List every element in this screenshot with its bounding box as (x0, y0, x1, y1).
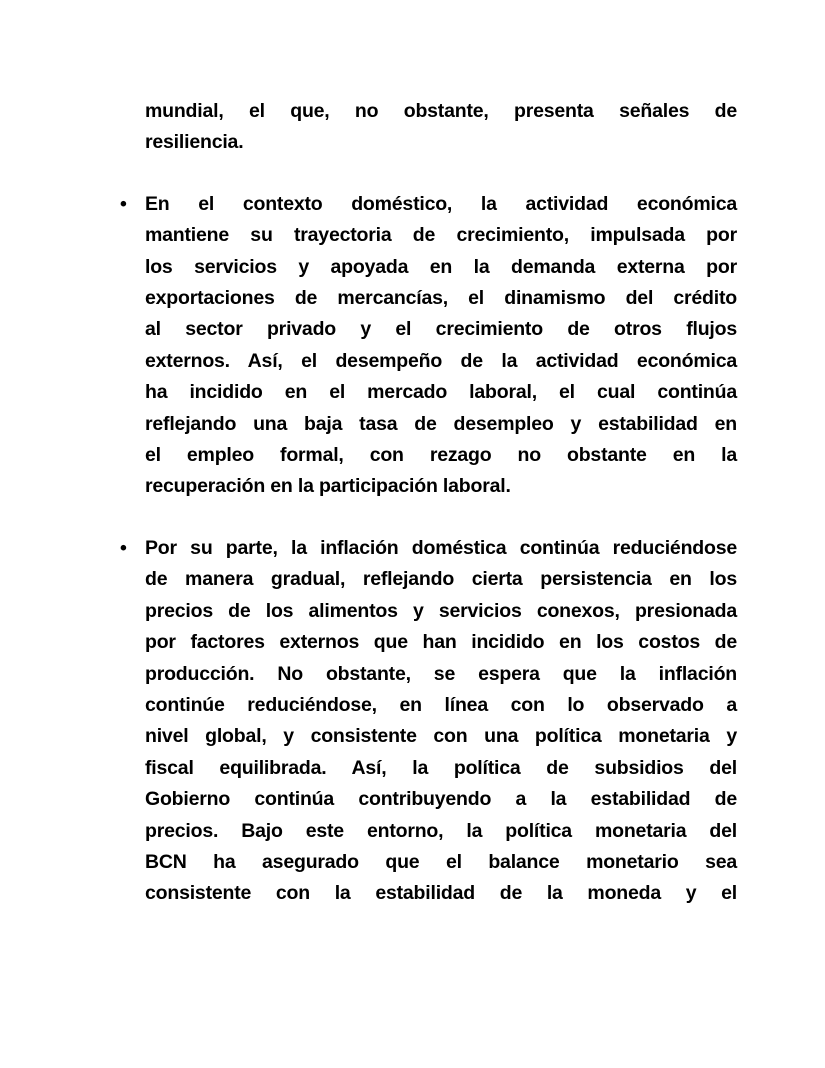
text-line: reflejando una baja tasa de desempleo y estabilidad en (145, 412, 737, 435)
paragraph-continuation (145, 96, 737, 159)
text-line: mundial, el que, no obstante, presenta señales de (145, 100, 737, 122)
page-content (120, 96, 737, 910)
text-line: recuperación en la participación laboral. (145, 475, 511, 498)
text-line: al sector privado y el crecimiento de otros flujos (145, 318, 737, 341)
text-line: precios. Bajo este entorno, la política monetaria del (145, 819, 737, 842)
text-line: precios de los alimentos y servicios conexos, presionada (145, 599, 737, 622)
bullet-item-domestic-activity (120, 189, 737, 503)
bullet-item-inflation (120, 533, 737, 910)
bullet-marker-icon: • (120, 536, 127, 559)
text-line: fiscal equilibrada. Así, la política de subsidios del (145, 756, 737, 779)
text-line: resiliencia. (145, 131, 244, 154)
text-line: consistente con la estabilidad de la moneda y el (145, 882, 737, 905)
text-line: mantiene su trayectoria de crecimiento, impulsada por (145, 224, 737, 247)
bullet-marker-icon: • (120, 192, 127, 215)
text-line: En el contexto doméstico, la actividad económica (145, 192, 737, 215)
text-line: por factores externos que han incidido en los costos de (145, 631, 737, 654)
text-line: continúe reduciéndose, en línea con lo observado a (145, 693, 737, 716)
text-line: externos. Así, el desempeño de la actividad económica (145, 349, 737, 372)
text-line: ha incidido en el mercado laboral, el cual continúa (145, 381, 737, 404)
text-line: los servicios y apoyada en la demanda externa por (145, 255, 737, 278)
text-line: de manera gradual, reflejando cierta persistencia en los (145, 568, 737, 591)
text-line: Gobierno continúa contribuyendo a la estabilidad de (145, 788, 737, 811)
text-line: el empleo formal, con rezago no obstante en la (145, 444, 737, 467)
text-line: nivel global, y consistente con una política monetaria y (145, 725, 737, 748)
text-line: Por su parte, la inflación doméstica continúa reduciéndose (145, 536, 737, 559)
text-line: producción. No obstante, se espera que la inflación (145, 662, 737, 685)
text-line: exportaciones de mercancías, el dinamismo del crédito (145, 287, 737, 310)
text-line: BCN ha asegurado que el balance monetario sea (145, 850, 737, 873)
